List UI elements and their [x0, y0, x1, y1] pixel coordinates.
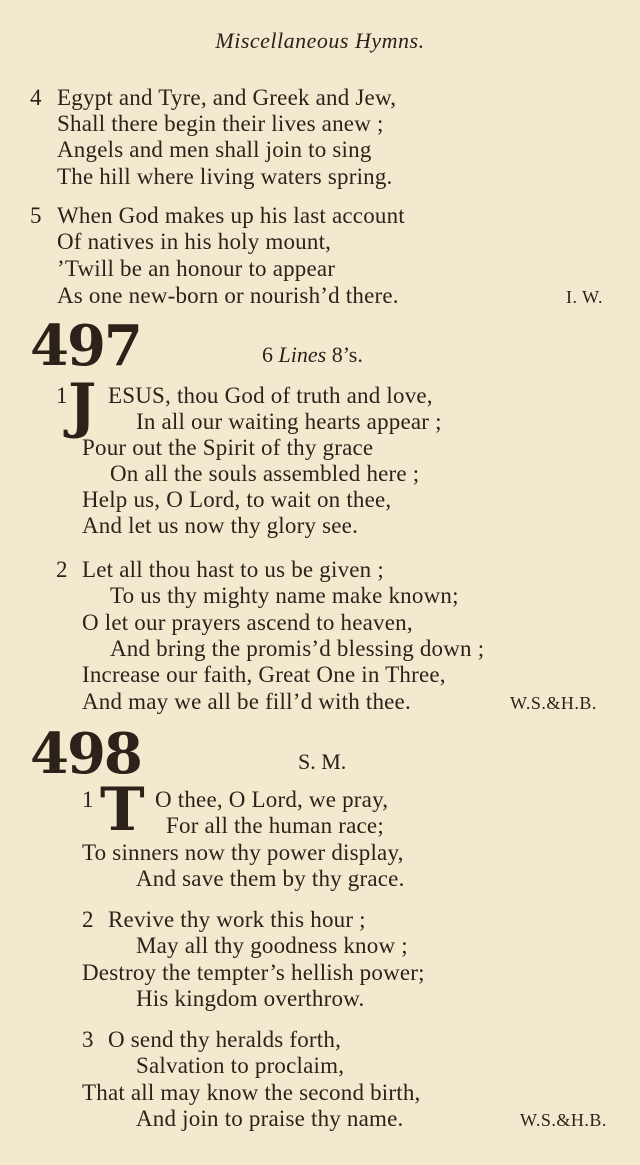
verse-line: Angels and men shall join to sing: [57, 137, 372, 162]
verse-line: Revive thy work this hour ;: [108, 907, 366, 932]
stanza-number: 1: [82, 787, 94, 812]
drop-cap: J: [68, 371, 97, 441]
verse-line: And bring the promis’d blessing down ;: [110, 636, 485, 661]
verse-line: To us thy mighty name make known;: [110, 583, 459, 608]
stanza-number: 1: [56, 383, 68, 408]
verse-line: Help us, O Lord, to wait on thee,: [82, 487, 392, 512]
verse-line: And join to praise thy name.: [136, 1106, 404, 1131]
verse-line: On all the souls assembled here ;: [110, 461, 420, 486]
verse-line: And let us now thy glory see.: [82, 513, 359, 538]
meter-label: 6 Lines 8’s.: [262, 342, 363, 367]
verse-line: For all the human race;: [166, 813, 384, 838]
verse-line: Pour out the Spirit of thy grace: [82, 435, 374, 460]
verse-line: Of natives in his holy mount,: [57, 229, 332, 254]
verse-line: That all may know the second birth,: [82, 1080, 421, 1105]
verse-line: As one new-born or nourish’d there.: [57, 283, 399, 308]
running-header: Miscellaneous Hymns.: [215, 28, 425, 53]
verse-line: When God makes up his last account: [57, 203, 405, 228]
verse-line: And save them by thy grace.: [136, 866, 405, 891]
drop-cap: T: [100, 775, 145, 845]
verse-line: O let our prayers ascend to heaven,: [82, 610, 413, 635]
hymn-number: 498: [30, 721, 141, 787]
verse-line: And may we all be fill’d with thee.: [82, 689, 411, 714]
verse-line: Destroy the tempter’s hellish power;: [82, 960, 425, 985]
verse-line: His kingdom overthrow.: [136, 986, 365, 1011]
verse-line: Let all thou hast to us be given ;: [82, 557, 384, 582]
verse-line: Shall there begin their lives anew ;: [57, 111, 384, 136]
stanza-number: 5: [30, 203, 42, 228]
stanza-number: 3: [82, 1027, 94, 1052]
verse-line: The hill where living waters spring.: [57, 164, 393, 189]
stanza-number: 2: [56, 557, 68, 582]
verse-line: To sinners now thy power display,: [82, 840, 404, 865]
verse-line: Egypt and Tyre, and Greek and Jew,: [57, 85, 397, 110]
hymn-number: 497: [30, 313, 141, 379]
meter-label: S. M.: [298, 749, 347, 774]
author-initials: W.S.&H.B.: [520, 1110, 607, 1130]
stanza-number: 2: [82, 907, 94, 932]
verse-line: O send thy heralds forth,: [108, 1027, 342, 1052]
author-initials: I. W.: [566, 287, 604, 307]
author-initials: W.S.&H.B.: [510, 693, 597, 713]
verse-line: Increase our faith, Great One in Three,: [82, 662, 446, 687]
verse-line: O thee, O Lord, we pray,: [155, 787, 389, 812]
verse-line: May all thy goodness know ;: [136, 933, 408, 958]
stanza-number: 4: [30, 85, 42, 110]
verse-line: ’Twill be an honour to appear: [57, 256, 336, 281]
verse-line: ESUS, thou God of truth and love,: [108, 383, 433, 408]
verse-line: In all our waiting hearts appear ;: [136, 409, 442, 434]
verse-line: Salvation to proclaim,: [136, 1053, 345, 1078]
